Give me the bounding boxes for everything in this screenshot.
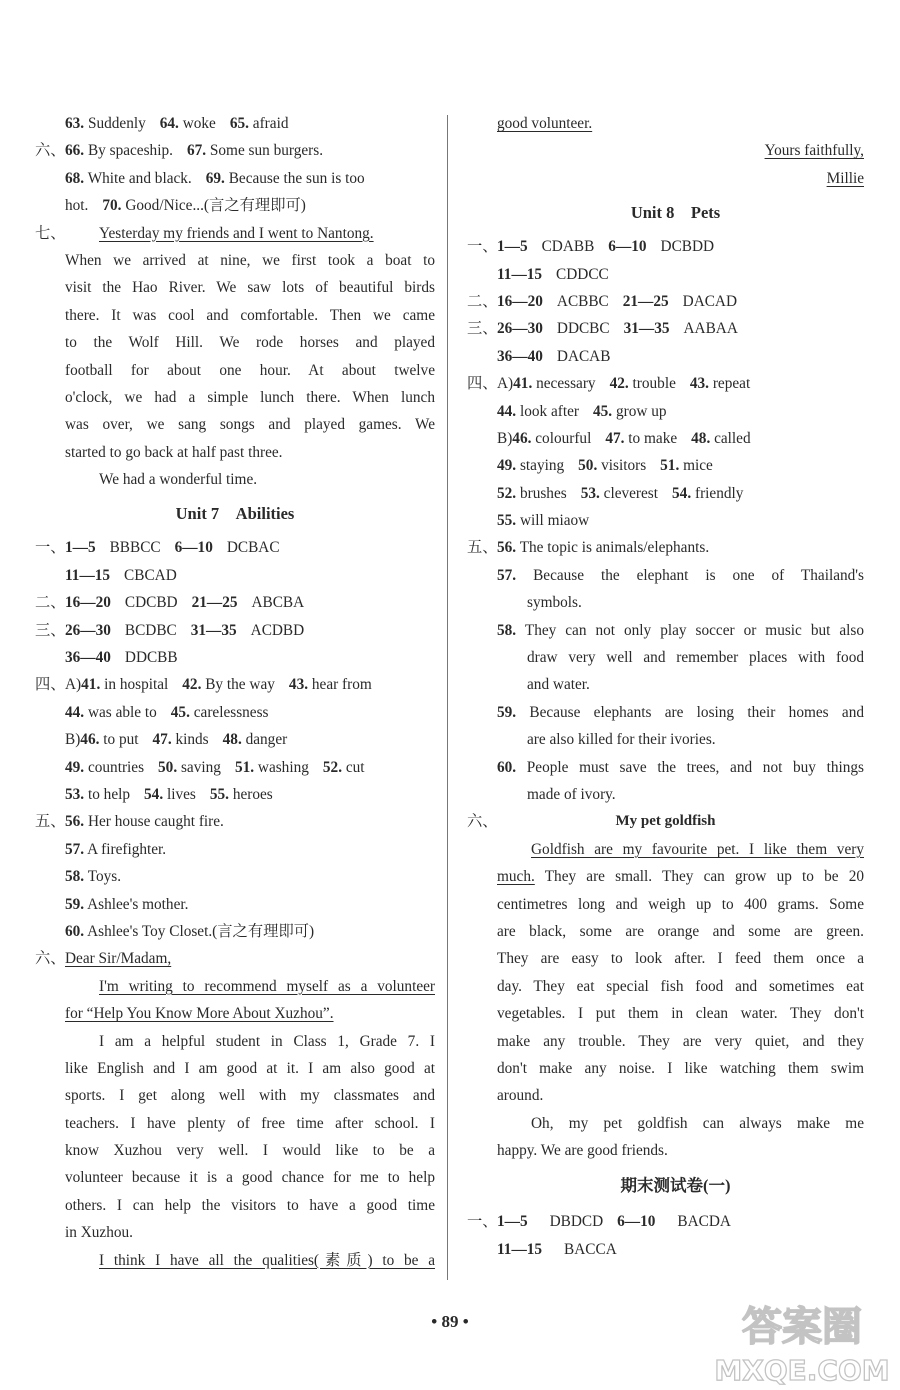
text-line: centimetres long and weigh up to 400 grams. Some	[497, 895, 864, 913]
q-range: 11—15	[497, 265, 543, 283]
answer: DCBDD	[660, 238, 715, 256]
u8-row-10	[467, 480, 864, 507]
answer: mice	[683, 457, 713, 475]
section-label: 七、	[35, 224, 66, 242]
underlined-sentence: I'm writing to recommend myself as a volunteer	[99, 977, 435, 995]
underlined-sentence: Dear Sir/Madam,	[65, 950, 172, 968]
q-num: 44.	[497, 402, 517, 420]
q-range: 6—10	[174, 539, 213, 557]
answer: DACAD	[682, 292, 738, 310]
u7-row-5	[35, 644, 435, 671]
letter-u2	[35, 1000, 435, 1027]
answer: grow up	[615, 402, 667, 420]
q-num: 68.	[65, 169, 85, 187]
answer: Toys.	[87, 868, 122, 886]
text-line: I am a helpful student in Class 1, Grade 7. I	[99, 1032, 435, 1050]
text-line: in Xuzhou.	[65, 1224, 133, 1242]
q-num: 51.	[660, 457, 680, 475]
answer: trouble	[632, 375, 676, 393]
essay-title-row	[467, 808, 864, 835]
answer: AABAA	[683, 320, 738, 338]
final-row-2	[467, 1236, 864, 1263]
q-num: 43.	[689, 375, 709, 393]
text-line: teachers. I have plenty of free time after school. I	[65, 1114, 435, 1132]
answer: Her house caught fire.	[87, 813, 224, 831]
q-num: 57.	[497, 566, 517, 584]
answer: lives	[166, 785, 196, 803]
q-num: 49.	[497, 457, 517, 475]
answer-cont: symbols.	[527, 594, 582, 612]
answer: friendly	[694, 484, 744, 502]
text-line: others. I can help the visitors to have a good time	[65, 1196, 435, 1214]
q-num: 41.	[81, 676, 101, 694]
q-num: 63.	[65, 115, 85, 132]
q-num: 56.	[65, 813, 85, 831]
q-num: 66.	[65, 142, 85, 160]
text-line: Oh, my pet goldfish can always make me	[531, 1114, 864, 1132]
answer: Ashlee's mother.	[87, 895, 189, 913]
q-range: 1—5	[497, 1213, 528, 1231]
answer: afraid	[252, 115, 289, 132]
section-label: 六、	[35, 142, 66, 160]
u8-row-3	[467, 288, 864, 315]
q-num: 46.	[512, 429, 532, 447]
closing: Yours faithfully,	[764, 142, 864, 160]
text-line: was over, we sang songs and played games. We	[65, 416, 435, 434]
signature: Millie	[826, 169, 864, 187]
u7-row-4	[35, 617, 435, 644]
answer: to put	[103, 731, 139, 749]
u7-row-12	[35, 836, 435, 863]
q-range: 1—5	[65, 539, 96, 557]
answer: ACBBC	[556, 292, 609, 310]
q-num: 43.	[288, 676, 309, 694]
q-num: 59.	[65, 895, 85, 913]
answer: Suddenly	[87, 115, 146, 132]
q-num: 45.	[170, 703, 190, 721]
underlined-sentence: good volunteer.	[497, 115, 593, 132]
answer-cont: made of ivory.	[527, 785, 616, 803]
answer: CDDCC	[556, 265, 609, 283]
q-num: 52.	[497, 484, 517, 502]
answer: in hospital	[104, 676, 169, 694]
answer: brushes	[519, 484, 567, 502]
answer: kinds	[175, 731, 209, 749]
letter-closing	[467, 137, 864, 164]
text-line: there. It was cool and comfortable. Then we came	[65, 306, 435, 324]
answer: DDCBB	[124, 649, 178, 667]
answer: A firefighter.	[87, 840, 167, 858]
part-label: A)	[497, 375, 514, 393]
answer: BCDBC	[124, 621, 177, 639]
q-num: 60.	[65, 922, 85, 940]
answer: DCBAC	[226, 539, 280, 557]
part-label: B)	[65, 731, 81, 749]
q-num: 64.	[159, 115, 179, 132]
answer: Because elephants are losing their homes and	[529, 703, 864, 721]
q-num: 53.	[65, 785, 85, 803]
section-label: 五、	[467, 539, 498, 557]
answer: called	[714, 429, 751, 447]
q-num: 50.	[158, 758, 178, 776]
unit-7-title: Unit 7 Abilities	[175, 504, 295, 524]
column-divider	[447, 115, 448, 1280]
answer: CDCBD	[124, 594, 178, 612]
answer-cont: and water.	[527, 676, 590, 694]
answer: CDABB	[541, 238, 595, 256]
essay-title: My pet goldfish	[615, 813, 716, 830]
q-range: 11—15	[65, 566, 111, 584]
essay-line-2	[467, 863, 864, 890]
u7-row-6	[35, 671, 435, 698]
answer: heroes	[232, 785, 273, 803]
u8-row-1	[467, 233, 864, 260]
q-num: 48.	[691, 429, 711, 447]
answer-cont: draw very well and remember places with food	[527, 649, 864, 667]
u7-row-3	[35, 589, 435, 616]
section-label: 一、	[467, 238, 498, 256]
answer: repeat	[712, 375, 751, 393]
answer: washing	[257, 758, 309, 776]
answer: woke	[182, 115, 216, 132]
answer: to help	[87, 785, 131, 803]
text-line: like English and I am good at it. I am also good at	[65, 1059, 435, 1077]
text-line: They are easy to look after. I feed them once a	[497, 950, 864, 968]
writing-first-line	[35, 220, 435, 247]
final-row-1	[467, 1208, 864, 1235]
section-label: 六、	[35, 950, 66, 968]
u7-row-14	[35, 891, 435, 918]
q-range: 16—20	[65, 594, 111, 612]
q-num: 55.	[209, 785, 229, 803]
underlined-sentence: Yesterday my friends and I went to Nantong.	[99, 224, 374, 242]
answer: DACAB	[556, 347, 611, 365]
answer: visitors	[601, 457, 647, 475]
q-num: 56.	[497, 539, 517, 557]
u7-row-2	[35, 562, 435, 589]
letter-signature	[467, 165, 864, 192]
section-label: 五、	[35, 813, 66, 831]
answer: will miaow	[519, 512, 590, 530]
q-range: 31—35	[190, 621, 237, 639]
letter-greeting	[35, 945, 435, 972]
q-range: 36—40	[65, 649, 111, 667]
part-label: B)	[497, 429, 513, 447]
u8-row-12	[467, 534, 864, 561]
answer: The topic is animals/elephants.	[519, 539, 710, 557]
answer: They can not only play soccer or music but also	[524, 621, 864, 639]
answer: necessary	[536, 375, 596, 393]
answer: ABCBA	[251, 594, 305, 612]
q-range: 26—30	[65, 621, 111, 639]
answer: ACDBD	[250, 621, 305, 639]
q-range: 1—5	[497, 238, 528, 256]
u7-row-9	[35, 754, 435, 781]
page-number: • 89 •	[431, 1312, 469, 1331]
answer: colourful	[535, 429, 592, 447]
answer: BACCA	[564, 1240, 617, 1258]
q-range: 6—10	[608, 238, 647, 256]
section-label: 二、	[467, 292, 498, 310]
watermark-text: 答案圈	[742, 1304, 862, 1350]
text-line: vegetables. I put them in clean water. They don't	[497, 1005, 864, 1023]
answer: By spaceship.	[87, 142, 173, 160]
answer-line-63-65	[35, 110, 435, 137]
answer: BACDA	[677, 1213, 731, 1231]
left-column	[35, 110, 435, 1274]
section-label: 四、	[467, 375, 498, 393]
u8-row-4	[467, 315, 864, 342]
text-line: volunteer because it is a good chance for me to help	[65, 1169, 435, 1187]
q-num: 54.	[672, 484, 692, 502]
underlined-sentence: I think I have all the qualities(素质) to be a	[99, 1251, 435, 1269]
u8-row-5	[467, 343, 864, 370]
underlined-sentence: much.	[497, 868, 535, 886]
u8-row-8	[467, 425, 864, 452]
q-num: 47.	[605, 429, 625, 447]
q-num: 41.	[513, 375, 533, 393]
q-range: 16—20	[497, 292, 543, 310]
u7-row-15	[35, 918, 435, 945]
answer: hear from	[311, 676, 372, 694]
u8-row-6	[467, 370, 864, 397]
q-num: 69.	[205, 169, 225, 187]
answer: Because the sun is too	[228, 169, 365, 187]
text-line: football for about one hour. At about twelve	[65, 361, 435, 379]
q-num: 44.	[65, 703, 85, 721]
q-range: 21—25	[191, 594, 238, 612]
answer: DBDCD	[549, 1213, 604, 1231]
q-num: 42.	[609, 375, 629, 393]
answer: Because the elephant is one of Thailand's	[533, 566, 865, 584]
q-num: 60.	[497, 758, 517, 776]
text-line: are black, some are orange and some are green.	[497, 922, 864, 940]
answer-line-66-67	[35, 137, 435, 164]
answer: BBBCC	[109, 539, 161, 557]
answer: look after	[519, 402, 579, 420]
section-label: 一、	[467, 1213, 498, 1231]
text-line: don't make any noise. I like watching them swim	[497, 1059, 864, 1077]
q-range: 21—25	[622, 292, 669, 310]
q-num: 50.	[578, 457, 598, 475]
underlined-sentence: Goldfish are my favourite pet. I like them very	[531, 840, 864, 858]
watermark-url: MXQE.COM	[714, 1354, 890, 1386]
watermark-logo	[712, 1300, 892, 1386]
u8-row-14	[467, 617, 864, 644]
u7-row-1	[35, 534, 435, 561]
answer: staying	[519, 457, 565, 475]
q-range: 11—15	[497, 1240, 543, 1258]
essay-u1	[467, 836, 864, 863]
section-label: 六、	[467, 813, 498, 831]
q-num: 51.	[234, 758, 255, 776]
answer: CBCAD	[124, 566, 177, 584]
unit-8-title: Unit 8 Pets	[630, 203, 721, 223]
letter-continuation	[467, 110, 864, 137]
underlined-sentence: for “Help You Know More About Xuzhou”.	[65, 1005, 334, 1023]
letter-u1	[35, 973, 435, 1000]
u8-row-15	[467, 699, 864, 726]
q-num: 67.	[186, 142, 207, 160]
text-line: around.	[497, 1087, 544, 1105]
answer-line-68-69	[35, 165, 435, 192]
answer-line-70	[35, 192, 435, 219]
answer: Ashlee's Toy Closet.(言之有理即可)	[87, 922, 315, 940]
u8-row-11	[467, 507, 864, 534]
section-label: 四、	[35, 676, 66, 694]
answer: was able to	[87, 703, 157, 721]
answer: cleverest	[603, 484, 659, 502]
q-range: 26—30	[497, 320, 543, 338]
u8-row-16	[467, 754, 864, 781]
answer: danger	[245, 731, 288, 749]
answer: Some sun burgers.	[209, 142, 324, 160]
q-num: 54.	[144, 785, 164, 803]
section-label: 一、	[35, 539, 66, 557]
writing-paragraph	[35, 247, 435, 494]
u8-row-9	[467, 452, 864, 479]
text-line: know Xuzhou very well. I would like to be a	[65, 1142, 435, 1160]
answer: countries	[87, 758, 145, 776]
u7-row-11	[35, 808, 435, 835]
q-num: 46.	[80, 731, 100, 749]
q-num: 52.	[322, 758, 343, 776]
text-line: visit the Hao River. We saw lots of beautiful birds	[65, 279, 435, 297]
section-label: 三、	[467, 320, 498, 338]
answer: carelessness	[193, 703, 269, 721]
answer: People must save the trees, and not buy things	[526, 758, 864, 776]
q-num: 70.	[102, 197, 122, 215]
u7-row-7	[35, 699, 435, 726]
q-num: 49.	[65, 758, 85, 776]
letter-u3	[35, 1247, 435, 1274]
u8-row-13	[467, 562, 864, 589]
answer: hot.	[65, 197, 89, 215]
text-line: o'clock, we had a simple lunch there. When lunch	[65, 388, 435, 406]
final-test-title: 期末测试卷(一)	[620, 1176, 731, 1196]
u7-row-8	[35, 726, 435, 753]
q-num: 45.	[593, 402, 613, 420]
answer: White and black.	[87, 169, 192, 187]
answer-cont: are also killed for their ivories.	[527, 731, 716, 749]
right-column	[467, 110, 864, 1263]
q-num: 55.	[497, 512, 517, 530]
text-line: make any trouble. They are very quiet, and they	[497, 1032, 864, 1050]
text-line: We had a wonderful time.	[99, 471, 258, 489]
text: They are small. They can grow up to be 20	[534, 868, 864, 886]
q-num: 65.	[229, 115, 249, 132]
answer: DDCBC	[556, 320, 610, 338]
q-num: 42.	[182, 676, 202, 694]
q-num: 47.	[152, 731, 172, 749]
q-num: 57.	[65, 840, 85, 858]
q-num: 53.	[580, 484, 600, 502]
q-num: 58.	[497, 621, 517, 639]
q-num: 48.	[222, 731, 242, 749]
section-label: 三、	[35, 621, 66, 639]
text-line: started to go back at half past three.	[65, 443, 283, 461]
q-range: 31—35	[623, 320, 670, 338]
q-range: 6—10	[617, 1213, 656, 1231]
u8-row-7	[467, 398, 864, 425]
text-line: to the Wolf Hill. We rode horses and played	[65, 334, 435, 352]
part-label: A)	[65, 676, 82, 694]
u7-row-13	[35, 863, 435, 890]
text-line: day. They eat special fish food and sometimes eat	[497, 977, 864, 995]
u7-row-10	[35, 781, 435, 808]
answer: Good/Nice...(言之有理即可)	[125, 197, 306, 215]
answer: cut	[345, 758, 365, 776]
q-range: 36—40	[497, 347, 543, 365]
text-line: happy. We are good friends.	[497, 1142, 668, 1160]
answer: saving	[180, 758, 221, 776]
text-line: When we arrived at nine, we first took a boat to	[65, 251, 435, 269]
answer: By the way	[205, 676, 275, 694]
section-label: 二、	[35, 594, 66, 612]
q-num: 59.	[497, 703, 517, 721]
text-line: sports. I get along well with my classmates and	[65, 1087, 435, 1105]
u8-row-2	[467, 261, 864, 288]
q-num: 58.	[65, 868, 85, 886]
answer: to make	[628, 429, 678, 447]
